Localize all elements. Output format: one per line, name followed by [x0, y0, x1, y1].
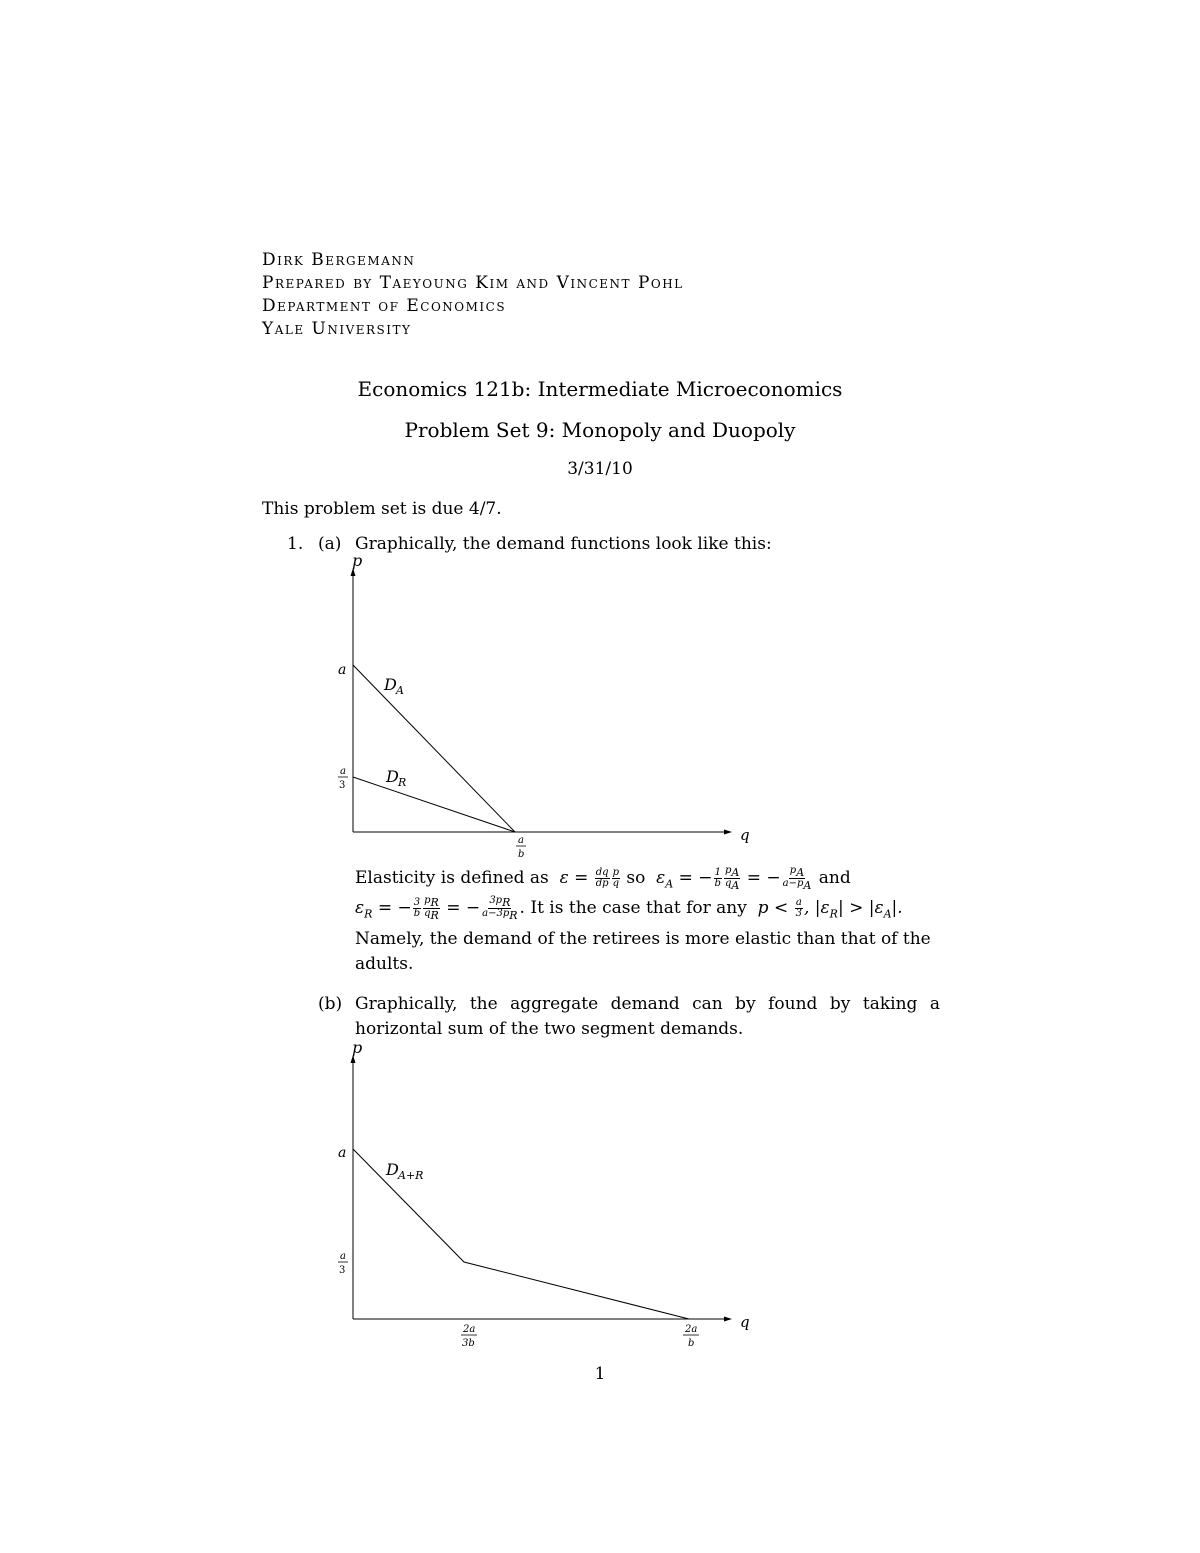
svg-text:R: R	[398, 776, 407, 789]
part-a-label: (a)	[318, 534, 342, 554]
aggregate-demand-chart	[330, 1035, 760, 1355]
svg-text:a: a	[518, 835, 524, 846]
university-line: Yale University	[262, 319, 412, 339]
svg-text:A: A	[396, 684, 404, 697]
y-axis-label: p	[352, 1038, 363, 1057]
part-b-text: Graphically, the aggregate demand can by found by taking a horizontal sum of the two segment demands.	[355, 994, 940, 1039]
elasticity-so: so	[626, 868, 646, 888]
due-date-text: This problem set is due 4/7.	[262, 499, 502, 519]
tick-label-2a-over-3b	[461, 1324, 477, 1349]
tick-label-2a-over-b	[683, 1324, 699, 1349]
svg-text:D: D	[384, 675, 397, 694]
svg-text:3b: 3b	[462, 1338, 475, 1349]
date-line: 3/31/10	[567, 459, 633, 479]
elasticity-line-2: $\varepsilon_R$ = − $\frac{3}{b}$ $\frac{p_R}{q_R}$ = − $\frac{3p_R}{a-3p_R}$ . It is the case that for any p < $\frac{a}{3}$ , $|\varepsilon_R| > |\varepsilon_A|$.	[355, 895, 903, 923]
elasticity-line-1: Elasticity is defined as ε = $\frac{dq}{dp}$ $\frac{p}{q}$ so $\varepsilon_A$ = − $\frac{1}{b}$ $\frac{p_A}{q_A}$ = − $\frac{p_A}{a-p_A}$ and	[355, 865, 851, 892]
elasticity-case-text: . It is the case that for any	[519, 898, 747, 919]
series-label-d-a-plus-r	[385, 1160, 423, 1182]
problem-set-title: Problem Set 9: Monopoly and Duopoly	[404, 418, 796, 442]
tick-label-a: a	[338, 662, 347, 678]
svg-text:2a: 2a	[685, 1324, 698, 1335]
elasticity-and: and	[818, 868, 851, 888]
tick-label-a-over-3	[338, 766, 348, 791]
preparers-line: Prepared by Taeyoung Kim and Vincent Pohl	[262, 273, 684, 293]
tick-label-a-over-b	[516, 835, 526, 860]
svg-text:a: a	[340, 766, 346, 777]
department-line: Department of Economics	[262, 296, 507, 316]
tick-label-a: a	[338, 1145, 347, 1161]
demand-functions-chart	[330, 550, 760, 870]
series-label-d-r	[385, 767, 406, 789]
x-axis-arrow	[724, 1317, 732, 1322]
svg-text:b: b	[518, 849, 525, 860]
elasticity-paragraph	[355, 866, 940, 977]
question-number: 1.	[287, 534, 304, 554]
series-label-d-a	[383, 675, 404, 697]
elasticity-conclusion: Namely, the demand of the retirees is more elastic than that of the adults.	[355, 928, 931, 974]
part-a-text: Graphically, the demand functions look like this:	[355, 534, 772, 554]
svg-text:D: D	[386, 767, 399, 786]
page-number: 1	[594, 1364, 606, 1384]
part-b-label: (b)	[318, 994, 343, 1014]
series-line-d-a	[353, 665, 515, 832]
x-axis-label: q	[740, 826, 750, 844]
elasticity-intro: Elasticity is defined as	[355, 868, 549, 888]
svg-text:A+R: A+R	[398, 1169, 424, 1182]
svg-text:2a: 2a	[463, 1324, 476, 1335]
svg-text:D: D	[386, 1160, 399, 1179]
course-title: Economics 121b: Intermediate Microeconomics	[357, 377, 843, 401]
svg-text:3: 3	[339, 1265, 346, 1276]
author-name: Dirk Bergemann	[262, 250, 416, 270]
series-line-d-r	[353, 777, 515, 832]
x-axis-label: q	[740, 1313, 750, 1331]
x-axis-arrow	[724, 830, 732, 835]
svg-text:b: b	[688, 1338, 695, 1349]
svg-text:3: 3	[339, 780, 346, 791]
y-axis-label: p	[352, 551, 363, 570]
tick-label-a-over-3	[338, 1251, 348, 1276]
svg-text:a: a	[340, 1251, 346, 1262]
